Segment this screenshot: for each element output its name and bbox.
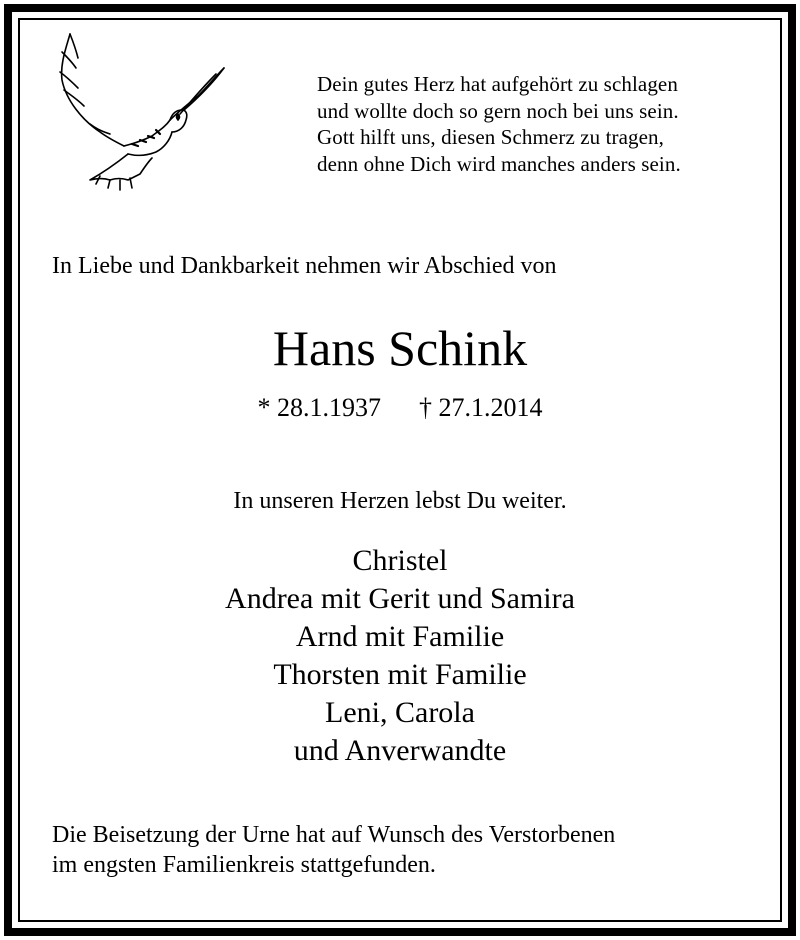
birth-date: * 28.1.1937 (257, 393, 381, 422)
deceased-name: Hans Schink (272, 320, 528, 376)
burial-notice-line: Die Beisetzung der Urne hat auf Wunsch des Verstorbenen (52, 822, 616, 848)
burial-notice-line: im engsten Familienkreis stattgefunden. (52, 852, 436, 878)
poem-line: und wollte doch so gern noch bei uns sein. (317, 98, 679, 123)
mourner: Arnd mit Familie (295, 620, 505, 653)
motto: In unseren Herzen lebst Du weiter. (233, 488, 567, 514)
dove-icon (52, 28, 232, 198)
poem-line: Dein gutes Herz hat aufgehört zu schlagen (317, 72, 678, 96)
poem-line: denn ohne Dich wird manches anders sein. (317, 151, 681, 176)
mourner: Leni, Carola (325, 696, 475, 729)
mourner: Christel (352, 544, 448, 577)
poem (317, 71, 777, 177)
mourner: Thorsten mit Familie (273, 658, 527, 691)
mourner: und Anverwandte (293, 734, 507, 767)
life-dates (0, 393, 800, 423)
death-date: † 27.1.2014 (419, 393, 543, 422)
burial-notice (52, 820, 615, 880)
mourners-list (0, 542, 800, 770)
poem-line: Gott hilft uns, diesen Schmerz zu tragen, (317, 125, 665, 149)
mourner: Andrea mit Gerit und Samira (225, 582, 575, 615)
intro-text: In Liebe und Dankbarkeit nehmen wir Abschied von (52, 253, 557, 279)
